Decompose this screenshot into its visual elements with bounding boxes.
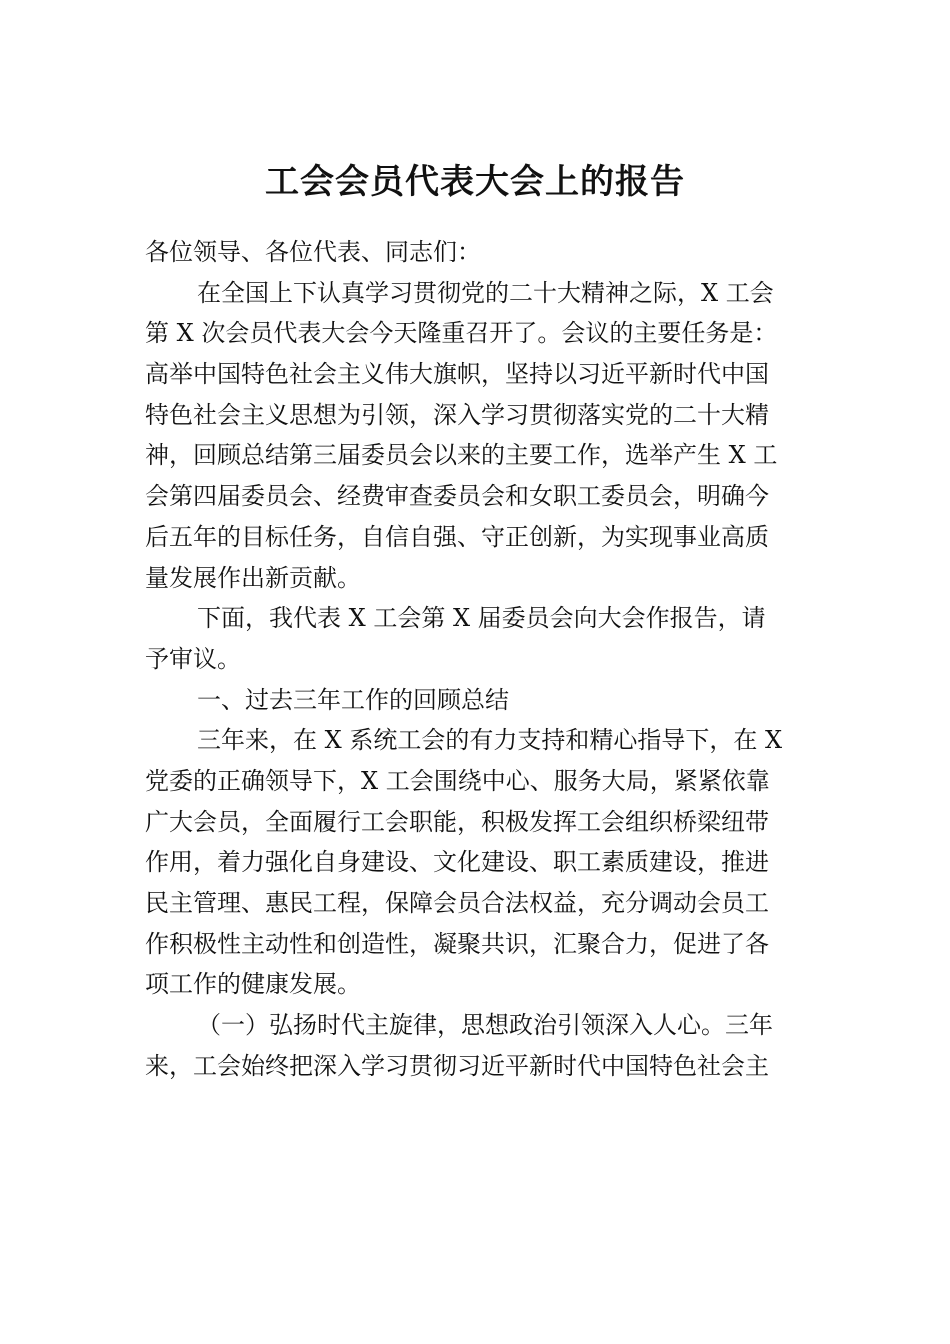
body-line: 量发展作出新贡献。	[145, 563, 361, 592]
body-line: 广大会员，全面履行工会职能，积极发挥工会组织桥梁纽带	[145, 807, 769, 836]
body-line: 作积极性主动性和创造性，凝聚共识，汇聚合力，促进了各	[145, 929, 769, 958]
body-line: 下面，我代表 X 工会第 X 届委员会向大会作报告，请	[197, 604, 766, 633]
body-line: （一）弘扬时代主旋律，思想政治引领深入人心。三年	[197, 1011, 773, 1040]
body-line: 党委的正确领导下，X 工会围绕中心、服务大局，紧紧依靠	[145, 766, 770, 795]
document-title: 工会会员代表大会上的报告	[265, 162, 685, 202]
body-line: 作用，着力强化自身建设、文化建设、职工素质建设，推进	[145, 848, 769, 877]
body-line: 三年来，在 X 系统工会的有力支持和精心指导下，在 X	[197, 726, 783, 755]
body-line: 项工作的健康发展。	[145, 970, 361, 999]
body-line: 予审议。	[145, 644, 241, 673]
body-line: 后五年的目标任务，自信自强、守正创新，为实现事业高质	[145, 522, 769, 551]
body-line: 会第四届委员会、经费审查委员会和女职工委员会，明确今	[145, 482, 769, 511]
body-line: 来，工会始终把深入学习贯彻习近平新时代中国特色社会主	[145, 1051, 769, 1080]
body-line: 高举中国特色社会主义伟大旗帜，坚持以习近平新时代中国	[145, 360, 769, 389]
body-line: 特色社会主义思想为引领，深入学习贯彻落实党的二十大精	[145, 400, 769, 429]
body-line: 各位领导、各位代表、同志们：	[145, 238, 481, 266]
body-line: 民主管理、惠民工程，保障会员合法权益，充分调动会员工	[145, 889, 769, 917]
body-line: 第 X 次会员代表大会今天隆重召开了。会议的主要任务是：	[145, 319, 778, 348]
document-body	[145, 232, 815, 1086]
body-line: 一、过去三年工作的回顾总结	[197, 685, 509, 714]
body-line: 在全国上下认真学习贯彻党的二十大精神之际，X 工会	[197, 278, 774, 307]
body-line: 神，回顾总结第三届委员会以来的主要工作，选举产生 X 工	[145, 441, 778, 470]
